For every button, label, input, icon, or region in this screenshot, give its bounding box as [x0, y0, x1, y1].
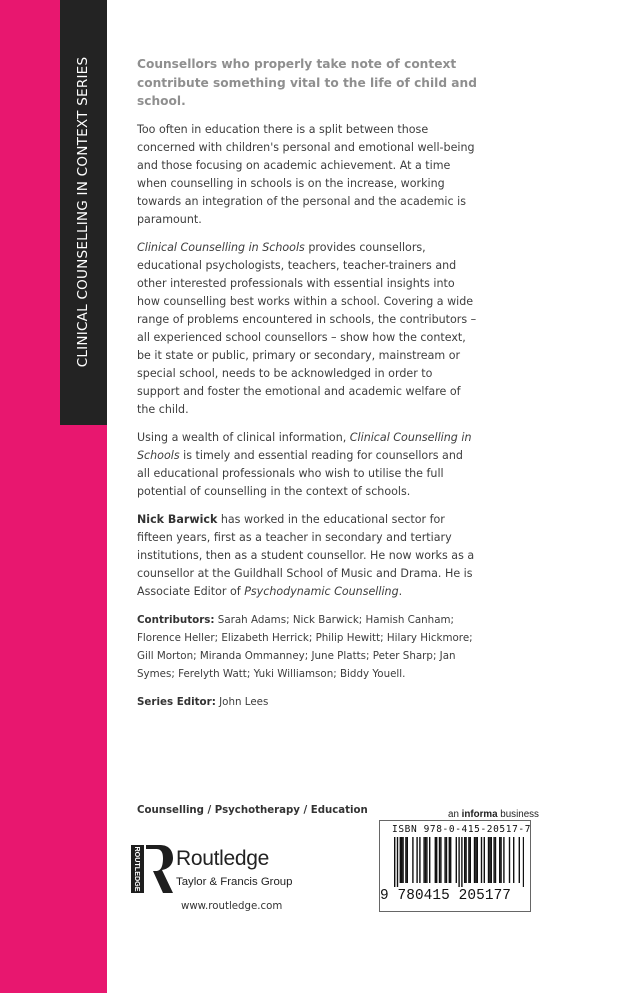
barcode-bar: [440, 837, 441, 883]
series-title: CLINICAL COUNSELLING IN CONTEXT SERIES: [75, 56, 91, 368]
author-bio-text: has worked in the educational sector for fifteen years, first as a teacher in secondary and tertiary institutions, then as a student counsellor. He now works as a counsellor at the Guildhall School of Music and Drama. He is Associate Editor of: [137, 512, 475, 598]
contributors: [137, 611, 477, 683]
barcode-bar: [394, 837, 395, 887]
barcode-bar: [429, 837, 430, 883]
paragraph-2: [137, 239, 477, 419]
isbn-text: ISBN 978-0-415-20517-7: [392, 824, 532, 835]
barcode-bar: [489, 837, 490, 883]
barcode-bar: [397, 837, 398, 887]
barcode-bar: [407, 837, 408, 883]
barcode-bar: [446, 837, 447, 883]
informa-suffix: business: [497, 809, 539, 820]
book-title-italic-2: Clinical Counselling in Schools: [137, 430, 472, 462]
barcode-bar: [503, 837, 504, 883]
barcode-bar: [464, 837, 465, 883]
barcode-bar: [458, 837, 459, 887]
logo-vertical-letters: ROUTLEDGE: [133, 846, 142, 892]
journal-title: Psychodynamic Counselling: [244, 584, 399, 598]
barcode-bar: [456, 837, 457, 883]
barcode-bar: [402, 837, 403, 883]
informa-brand: informa: [461, 809, 498, 820]
barcode-bar: [465, 837, 466, 883]
barcode-bar: [523, 837, 524, 887]
barcode-bar: [449, 837, 450, 883]
barcode-bar: [519, 837, 520, 883]
paragraph-2-text: provides counsellors, educational psychologists, teachers, teacher-trainers and other interested professionals with essential insights into how counselling best works within a school. Covering a wide range of problems encountered in schools, the contributors – all experienced school counsellors – show how the context, be it state or public, primary or secondary, mainstream or special school, needs to be acknowledged in order to support and foster the emotional and academic welfare of the child.: [137, 240, 477, 416]
subject-categories: Counselling / Psychotherapy / Education: [137, 805, 368, 816]
barcode-bar: [491, 837, 492, 883]
barcode-bar: [461, 837, 462, 887]
barcode-bar: [493, 837, 494, 883]
series-editor: [137, 693, 477, 711]
barcode-graphic: [386, 837, 524, 887]
contributors-label: Contributors:: [137, 613, 215, 626]
barcode-bar: [500, 837, 501, 883]
barcode-bar: [499, 837, 500, 883]
author-bio-end: .: [398, 584, 403, 598]
ean-number: 9 780415 205177: [380, 888, 512, 904]
publisher-group: Taylor & Francis Group: [176, 876, 293, 888]
barcode-bar: [416, 837, 417, 883]
barcode-bar: [444, 837, 445, 883]
routledge-r-logo-icon: [129, 843, 173, 895]
barcode-bar: [400, 837, 401, 883]
barcode-bar: [412, 837, 413, 883]
back-cover-blurb: [137, 55, 477, 721]
paragraph-3: [137, 429, 477, 501]
barcode-bar: [436, 837, 437, 883]
informa-business-mark: [448, 809, 539, 820]
contributors-names: Sarah Adams; Nick Barwick; Hamish Canham; Florence Heller; Elizabeth Herrick; Philip Hewitt; Hilary Hickmore; Gill Morton; Miranda Ommanney; June Platts; Peter Sharp; Jan Symes; Ferelyth Watt; Yuki Williamson; Biddy Youell.: [137, 613, 473, 680]
informa-prefix: an: [448, 809, 462, 820]
barcode-bar: [468, 837, 469, 883]
barcode-bar: [405, 837, 406, 883]
barcode-bar: [495, 837, 496, 883]
barcode-bar: [450, 837, 451, 883]
tagline: Counsellors who properly take note of context contribute something vital to the life of child and school.: [137, 57, 477, 108]
barcode-bar: [481, 837, 482, 883]
barcode-bar: [401, 837, 402, 883]
author-bio: [137, 511, 477, 601]
barcode-bar: [425, 837, 426, 883]
series-editor-name: John Lees: [215, 695, 269, 708]
barcode-bar: [488, 837, 489, 883]
publisher-website: www.routledge.com: [181, 901, 283, 912]
barcode-bar: [470, 837, 471, 883]
paragraph-1: Too often in education there is a split between those concerned with children's personal and emotional well-being and those focusing on academic achievement. At a time when counselling in schools is on the increase, working towards an integration of the personal and the academic is paramount.: [137, 122, 475, 226]
barcode-bar: [484, 837, 485, 883]
barcode-bar: [435, 837, 436, 883]
book-title-italic: Clinical Counselling in Schools: [137, 240, 305, 254]
barcode-bar: [477, 837, 478, 883]
barcode-bar: [419, 837, 420, 883]
barcode-bar: [439, 837, 440, 883]
paragraph-3-after: is timely and essential reading for counsellors and all educational professionals who wish to utilise the full potential of counselling in the context of schools.: [137, 448, 463, 498]
barcode-bar: [423, 837, 424, 883]
publisher-name: Routledge: [176, 847, 270, 870]
barcode-bar: [475, 837, 476, 883]
barcode-bar: [474, 837, 475, 883]
barcode-bar: [509, 837, 510, 883]
author-name: Nick Barwick: [137, 512, 218, 526]
barcode-bar: [513, 837, 514, 883]
paragraph-3-before: Using a wealth of clinical information,: [137, 430, 350, 444]
barcode-bar: [426, 837, 427, 883]
series-editor-label: Series Editor:: [137, 695, 216, 708]
